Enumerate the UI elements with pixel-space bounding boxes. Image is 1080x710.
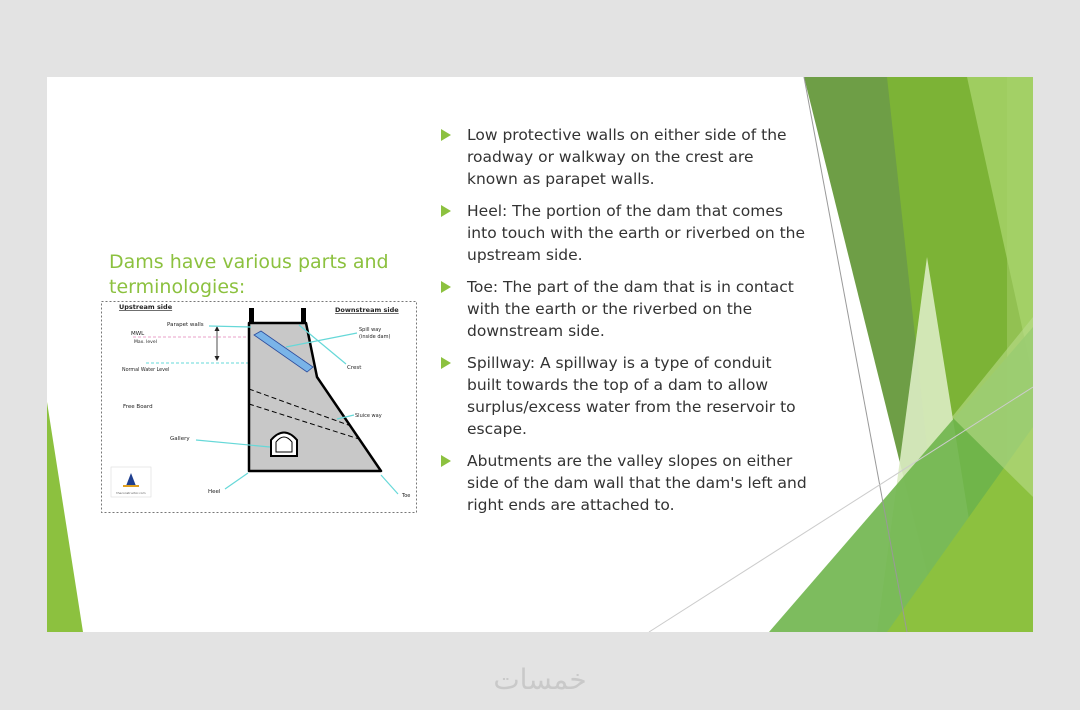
label-spill-way: Spill way bbox=[359, 327, 382, 333]
bullet-arrow-icon bbox=[441, 205, 451, 217]
slide-title: Dams have various parts and terminologies: bbox=[109, 251, 389, 298]
bullet-item bbox=[439, 200, 809, 266]
free-board-arrow-bottom bbox=[215, 356, 220, 361]
label-upstream-side: Upstream side bbox=[119, 303, 173, 311]
bullet-arrow-icon bbox=[441, 129, 451, 141]
label-crest: Crest bbox=[347, 365, 362, 371]
bullet-arrow-icon bbox=[441, 455, 451, 467]
slide bbox=[47, 77, 1033, 632]
bullet-item bbox=[439, 276, 809, 342]
leader-parapet bbox=[209, 326, 251, 327]
label-inside-dam: (inside dam) bbox=[359, 334, 391, 340]
logo-text: theconstructor.com bbox=[116, 491, 146, 495]
label-parapet-walls: Parapet walls bbox=[167, 322, 204, 328]
label-sluice-way: Sluice way bbox=[355, 413, 382, 419]
logo-icon-base bbox=[123, 485, 139, 487]
label-max-level: Max. level bbox=[134, 340, 157, 345]
label-toe: Toe bbox=[402, 493, 411, 499]
gallery-inner bbox=[276, 437, 292, 452]
parapet-left bbox=[249, 308, 254, 324]
bullet-arrow-icon bbox=[441, 357, 451, 369]
bullet-list bbox=[439, 124, 809, 526]
label-downstream-side: Downstream side bbox=[335, 306, 399, 314]
label-free-board: Free Board bbox=[123, 404, 153, 410]
bullet-arrow-icon bbox=[441, 281, 451, 293]
bullet-text: Spillway: A spillway is a type of conduit built towards the top of a dam to allow surplus/excess water from the reservoir to escape. bbox=[467, 354, 796, 438]
bullet-item bbox=[439, 352, 809, 440]
parapet-right bbox=[301, 308, 306, 324]
leader-toe bbox=[381, 475, 398, 494]
deco-shape-left bbox=[47, 402, 83, 632]
bullet-text: Low protective walls on either side of the roadway or walkway on the crest are known as parapet walls. bbox=[467, 126, 787, 188]
label-mwl: MWL bbox=[131, 331, 145, 337]
bullet-item bbox=[439, 450, 809, 516]
label-heel: Heel bbox=[208, 489, 221, 495]
bullet-text: Abutments are the valley slopes on either side of the dam wall that the dam's left and right ends are attached to. bbox=[467, 452, 807, 514]
label-gallery: Gallery bbox=[170, 436, 190, 442]
leader-heel bbox=[225, 473, 248, 489]
label-normal-water-level: Normal Water Level bbox=[122, 368, 170, 373]
dam-diagram bbox=[101, 301, 417, 513]
watermark: خمسات bbox=[493, 663, 587, 696]
bullet-text: Heel: The portion of the dam that comes into touch with the earth or riverbed on the upstream side. bbox=[467, 202, 806, 264]
bullet-item bbox=[439, 124, 809, 190]
bullet-text: Toe: The part of the dam that is in contact with the earth or the riverbed on the downstream side. bbox=[467, 278, 794, 340]
